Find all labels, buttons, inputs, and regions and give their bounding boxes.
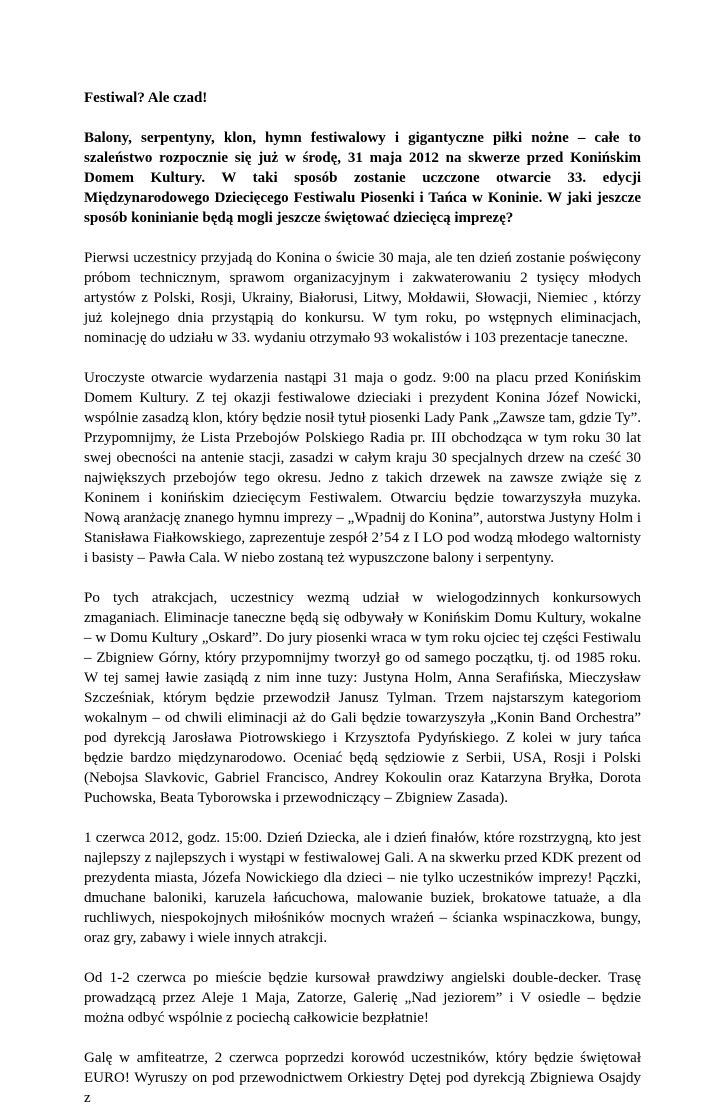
paragraph-double-decker: Od 1-2 czerwca po mieście będzie kursował prawdziwy angielski double-decker. Trasę prowadzącą przez Aleje 1 Maja, Zatorze, Galerię „Nad jeziorem” i V osiedle – będzie można odbyć wspólnie z pociechą całkowicie bezpłatnie! xyxy=(84,970,641,1026)
article-title: Festiwal? Ale czad! xyxy=(84,90,208,106)
paragraph-childrens-day: 1 czerwca 2012, godz. 15:00. Dzień Dziecka, ale i dzień finałów, które rozstrzygną, kto jest najlepszy z najlepszych i wystąpi w festiwalowej Gali. A na skwerku przed KDK prezent od prezydenta miasta, Józefa Nowickiego dla dzieci – nie tylko uczestników imprezy! Pączki, dmuchane baloniki, karuzela łańcuchowa, malowanie buziek, brokatowe tatuaże, a dla ruchliwych, niespokojnych miłośników mocnych wrażeń – ścianka wspinaczkowa, bungy, oraz gry, zabawy i wiele innych atrakcji. xyxy=(84,830,641,946)
article-lead: Balony, serpentyny, klon, hymn festiwalowy i gigantyczne piłki nożne – całe to szaleństwo rozpocznie się już w środę, 31 maja 2012 na skwerze przed Konińskim Domem Kultury. W taki sposób zostanie uczczone otwarcie 33. edycji Międzynarodowego Dziecięcego Festiwalu Piosenki i Tańca w Koninie. W jaki jeszcze sposób koninianie będą mogli jeszcze świętować dziecięcą imprezę? xyxy=(84,130,641,226)
paragraph-arrival: Pierwsi uczestnicy przyjadą do Konina o świcie 30 maja, ale ten dzień zostanie poświęcony próbom technicznym, sprawom organizacyjnym i zakwaterowaniu 2 tysięcy młodych artystów z Polski, Rosji, Ukrainy, Białorusi, Litwy, Mołdawii, Słowacji, Niemiec , którzy już kolejnego dnia przystąpią do konkursu. W tym roku, po wstępnych eliminacjach, nominację do udziału w 33. wydaniu otrzymało 93 wokalistów i 103 prezentacje taneczne. xyxy=(84,250,641,346)
paragraph-opening: Uroczyste otwarcie wydarzenia nastąpi 31 maja o godz. 9:00 na placu przed Konińskim Domem Kultury. Z tej okazji festiwalowe dzieciaki i prezydent Konina Józef Nowicki, wspólnie zasadzą klon, który będzie nosił tytuł piosenki Lady Pank „Zawsze tam, gdzie Ty”. Przypomnijmy, że Lista Przebojów Polskiego Radia pr. III obchodząca w tym roku 30 lat swej obecności na antenie stacji, zasadzi w całym kraju 30 specjalnych drzew na cześć 30 największych przebojów tego okresu. Jedno z takich drzewek na zawsze zwiąże się z Koninem i konińskim dziecięcym Festiwalem. Otwarciu będzie towarzyszyła muzyka. Nową aranżację znanego hymnu imprezy – „Wpadnij do Konina”, autorstwa Justyny Holm i Stanisława Fiałkowskiego, zaprezentuje zespół 2’54 z I LO pod wodzą młodego waltornisty i basisty – Pawła Cala. W niebo zostaną też wypuszczone balony i serpentyny. xyxy=(84,370,641,566)
paragraph-gala: Galę w amfiteatrze, 2 czerwca poprzedzi korowód uczestników, który będzie świętował EURO! Wyruszy on pod przewodnictwem Orkiestry Dętej pod dyrekcją Zbigniewa Osajdy z xyxy=(84,1050,641,1106)
paragraph-competition: Po tych atrakcjach, uczestnicy wezmą udział w wielogodzinnych konkursowych zmaganiach. Eliminacje taneczne będą się odbywały w Konińskim Domu Kultury, wokalne – w Domu Kultury „Oskard”. Do jury piosenki wraca w tym roku ojciec tej części Festiwalu – Zbigniew Górny, który przypomnijmy tworzył go od samego początku, tj. od 1985 roku. W tej samej ławie zasiądą z nim inne tuzy: Justyna Holm, Anna Serafińska, Mieczysław Szcześniak, którym będzie przewodził Janusz Tylman. Trzem najstarszym kategoriom wokalnym – od chwili eliminacji aż do Gali będzie towarzyszyła „Konin Band Orchestra” pod dyrekcją Jarosława Piotrowskiego i Krzysztofa Pydyńskiego. Z kolei w jury tańca będzie bardzo międzynarodowo. Oceniać będą sędziowie z Serbii, USA, Rosji i Polski (Nebojsa Slavkovic, Gabriel Francisco, Andrey Kokoulin oraz Katarzyna Bryłka, Dorota Puchowska, Beata Tyborowska i przewodniczący – Zbigniew Zasada). xyxy=(84,590,641,806)
